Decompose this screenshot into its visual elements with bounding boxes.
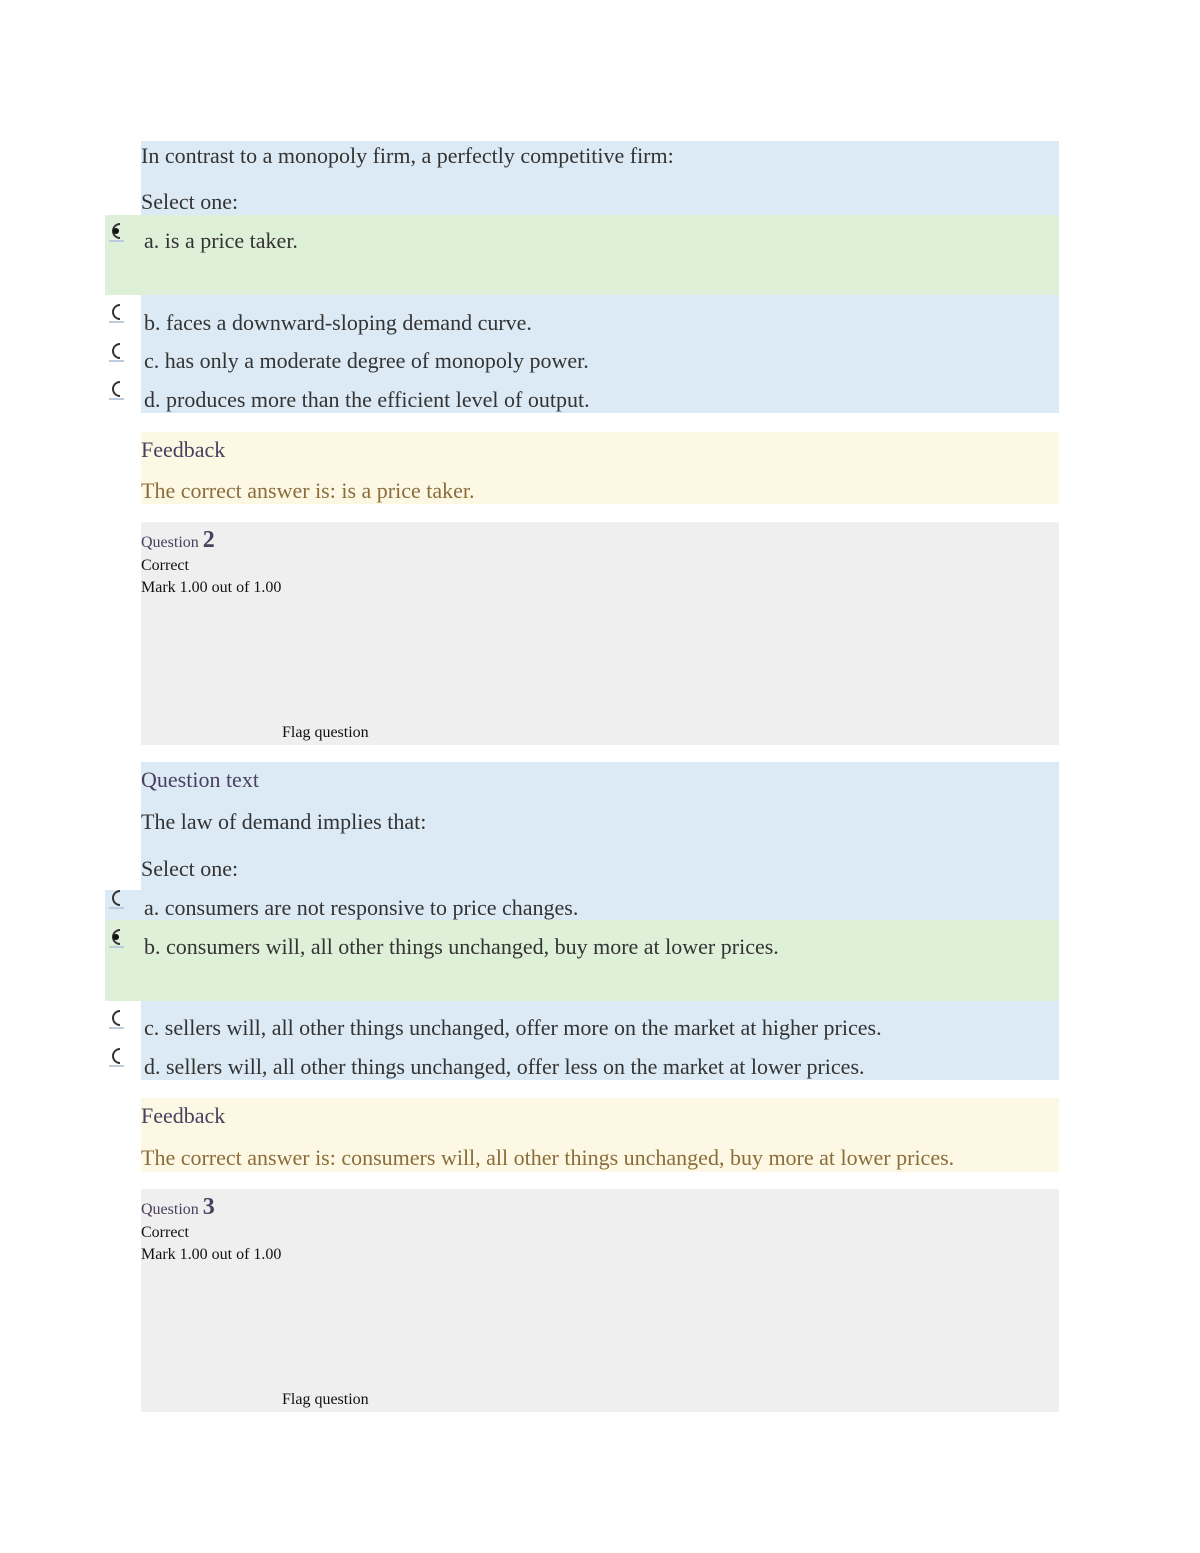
q2-question-text-heading: Question text: [141, 767, 259, 792]
q2-feedback-heading: Feedback: [141, 1103, 226, 1128]
q2-flag-question-link[interactable]: Flag question: [282, 724, 369, 741]
q2-option-b-radio-icon[interactable]: [106, 927, 126, 949]
q2-option-d-label[interactable]: d. sellers will, all other things unchanged, offer less on the market at lower prices.: [144, 1054, 865, 1079]
q2-question-text: The law of demand implies that:: [141, 809, 427, 834]
q2-feedback-text: The correct answer is: consumers will, all other things unchanged, buy more at lower prices.: [141, 1145, 955, 1170]
q1-option-d-radio-icon[interactable]: [106, 379, 126, 401]
q2-heading: Question 2: [141, 527, 215, 553]
q2-mark: Mark 1.00 out of 1.00: [141, 579, 282, 596]
q1-option-c-radio-icon[interactable]: [106, 341, 126, 363]
q1-option-d-label[interactable]: d. produces more than the efficient level of output.: [144, 387, 590, 412]
q1-option-b-label[interactable]: b. faces a downward-sloping demand curve.: [144, 310, 532, 335]
q1-option-b-radio-icon[interactable]: [106, 302, 126, 324]
q2-option-c-label[interactable]: c. sellers will, all other things unchanged, offer more on the market at higher prices.: [144, 1015, 882, 1040]
q2-option-a-radio-icon[interactable]: [106, 888, 126, 910]
q2-info-panel: [141, 522, 1059, 745]
q2-option-d-radio-icon[interactable]: [106, 1046, 126, 1068]
q2-option-b-label[interactable]: b. consumers will, all other things unchanged, buy more at lower prices.: [144, 934, 779, 959]
q1-select-prompt: Select one:: [141, 189, 239, 214]
q3-info-panel: [141, 1189, 1059, 1412]
q3-flag-question-link[interactable]: Flag question: [282, 1391, 369, 1408]
q3-status: Correct: [141, 1224, 189, 1241]
q1-option-a-radio-icon[interactable]: [106, 221, 126, 243]
q1-feedback-text: The correct answer is: is a price taker.: [141, 478, 475, 503]
q1-option-a-label[interactable]: a. is a price taker.: [144, 228, 298, 253]
q3-heading: Question 3: [141, 1194, 215, 1220]
q1-feedback-heading: Feedback: [141, 437, 226, 462]
q1-option-a-row[interactable]: [105, 215, 1059, 295]
q2-status: Correct: [141, 557, 189, 574]
q2-option-c-radio-icon[interactable]: [106, 1008, 126, 1030]
q1-option-c-label[interactable]: c. has only a moderate degree of monopoly power.: [144, 348, 589, 373]
q1-question-text: In contrast to a monopoly firm, a perfectly competitive firm:: [141, 143, 674, 168]
q3-mark: Mark 1.00 out of 1.00: [141, 1246, 282, 1263]
q2-option-a-label[interactable]: a. consumers are not responsive to price changes.: [144, 895, 579, 920]
q2-select-prompt: Select one:: [141, 856, 239, 881]
q2-option-b-row[interactable]: [105, 920, 1059, 1001]
